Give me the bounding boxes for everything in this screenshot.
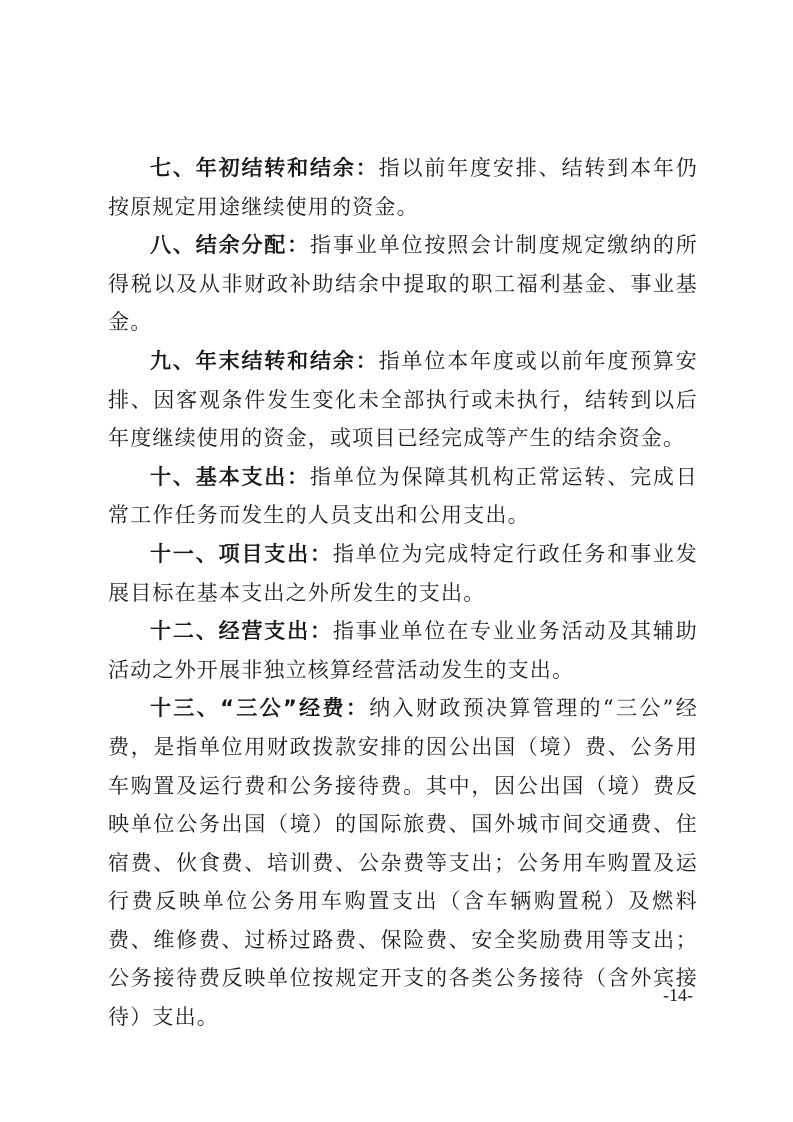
term-heading: 十三、“三公”经费： bbox=[150, 696, 370, 721]
paragraph-12 bbox=[108, 612, 698, 689]
term-definition: 纳入财政预决算管理的“三公”经费，是指单位用财政拨款安排的因公出国（境）费、公务用车购置及运行费和公务接待费。其中，因公出国（境）费反映单位公务出国（境）的国际旅费、国外城市间交通费、住宿费、伙食费、培训费、公杂费等支出；公务用车购置及运行费反映单位公务用车购置支出（含车辆购置税）及燃料费、维修费、过桥过路费、保险费、安全奖励费用等支出；公务接待费反映单位按规定开支的各类公务接待（含外宾接待）支出。 bbox=[108, 696, 698, 1030]
paragraph-13 bbox=[108, 689, 698, 1036]
term-definition: 指以前年度安排、结转到本年仍按原规定用途继续使用的资金。 bbox=[108, 156, 698, 219]
term-definition: 指单位为保障其机构正常运转、完成日常工作任务而发生的人员支出和公用支出。 bbox=[108, 464, 698, 528]
term-definition: 指单位为完成特定行政任务和事业发展目标在基本支出之外所发生的支出。 bbox=[108, 541, 698, 605]
term-heading: 十、基本支出： bbox=[150, 464, 311, 489]
document-body bbox=[108, 149, 698, 1037]
paragraph-9 bbox=[108, 342, 698, 458]
paragraph-10 bbox=[108, 458, 698, 535]
term-heading: 十二、经营支出： bbox=[150, 619, 333, 644]
term-heading: 九、年末结转和结余： bbox=[150, 348, 379, 373]
term-definition: 指单位本年度或以前年度预算安排、因客观条件发生变化未全部执行或未执行，结转到以后年度继续使用的资金，或项目已经完成等产生的结余资金。 bbox=[108, 348, 698, 451]
term-heading: 八、结余分配： bbox=[150, 233, 311, 258]
paragraph-7 bbox=[108, 149, 698, 226]
term-definition: 指事业单位在专业业务活动及其辅助活动之外开展非独立核算经营活动发生的支出。 bbox=[108, 619, 698, 682]
page-number: -14- bbox=[663, 985, 693, 1005]
term-heading: 七、年初结转和结余： bbox=[150, 156, 379, 180]
paragraph-11 bbox=[108, 535, 698, 612]
paragraph-8 bbox=[108, 226, 698, 342]
term-definition: 指事业单位按照会计制度规定缴纳的所得税以及从非财政补助结余中提取的职工福利基金、事业基金。 bbox=[108, 233, 698, 335]
term-heading: 十一、项目支出： bbox=[150, 541, 333, 566]
